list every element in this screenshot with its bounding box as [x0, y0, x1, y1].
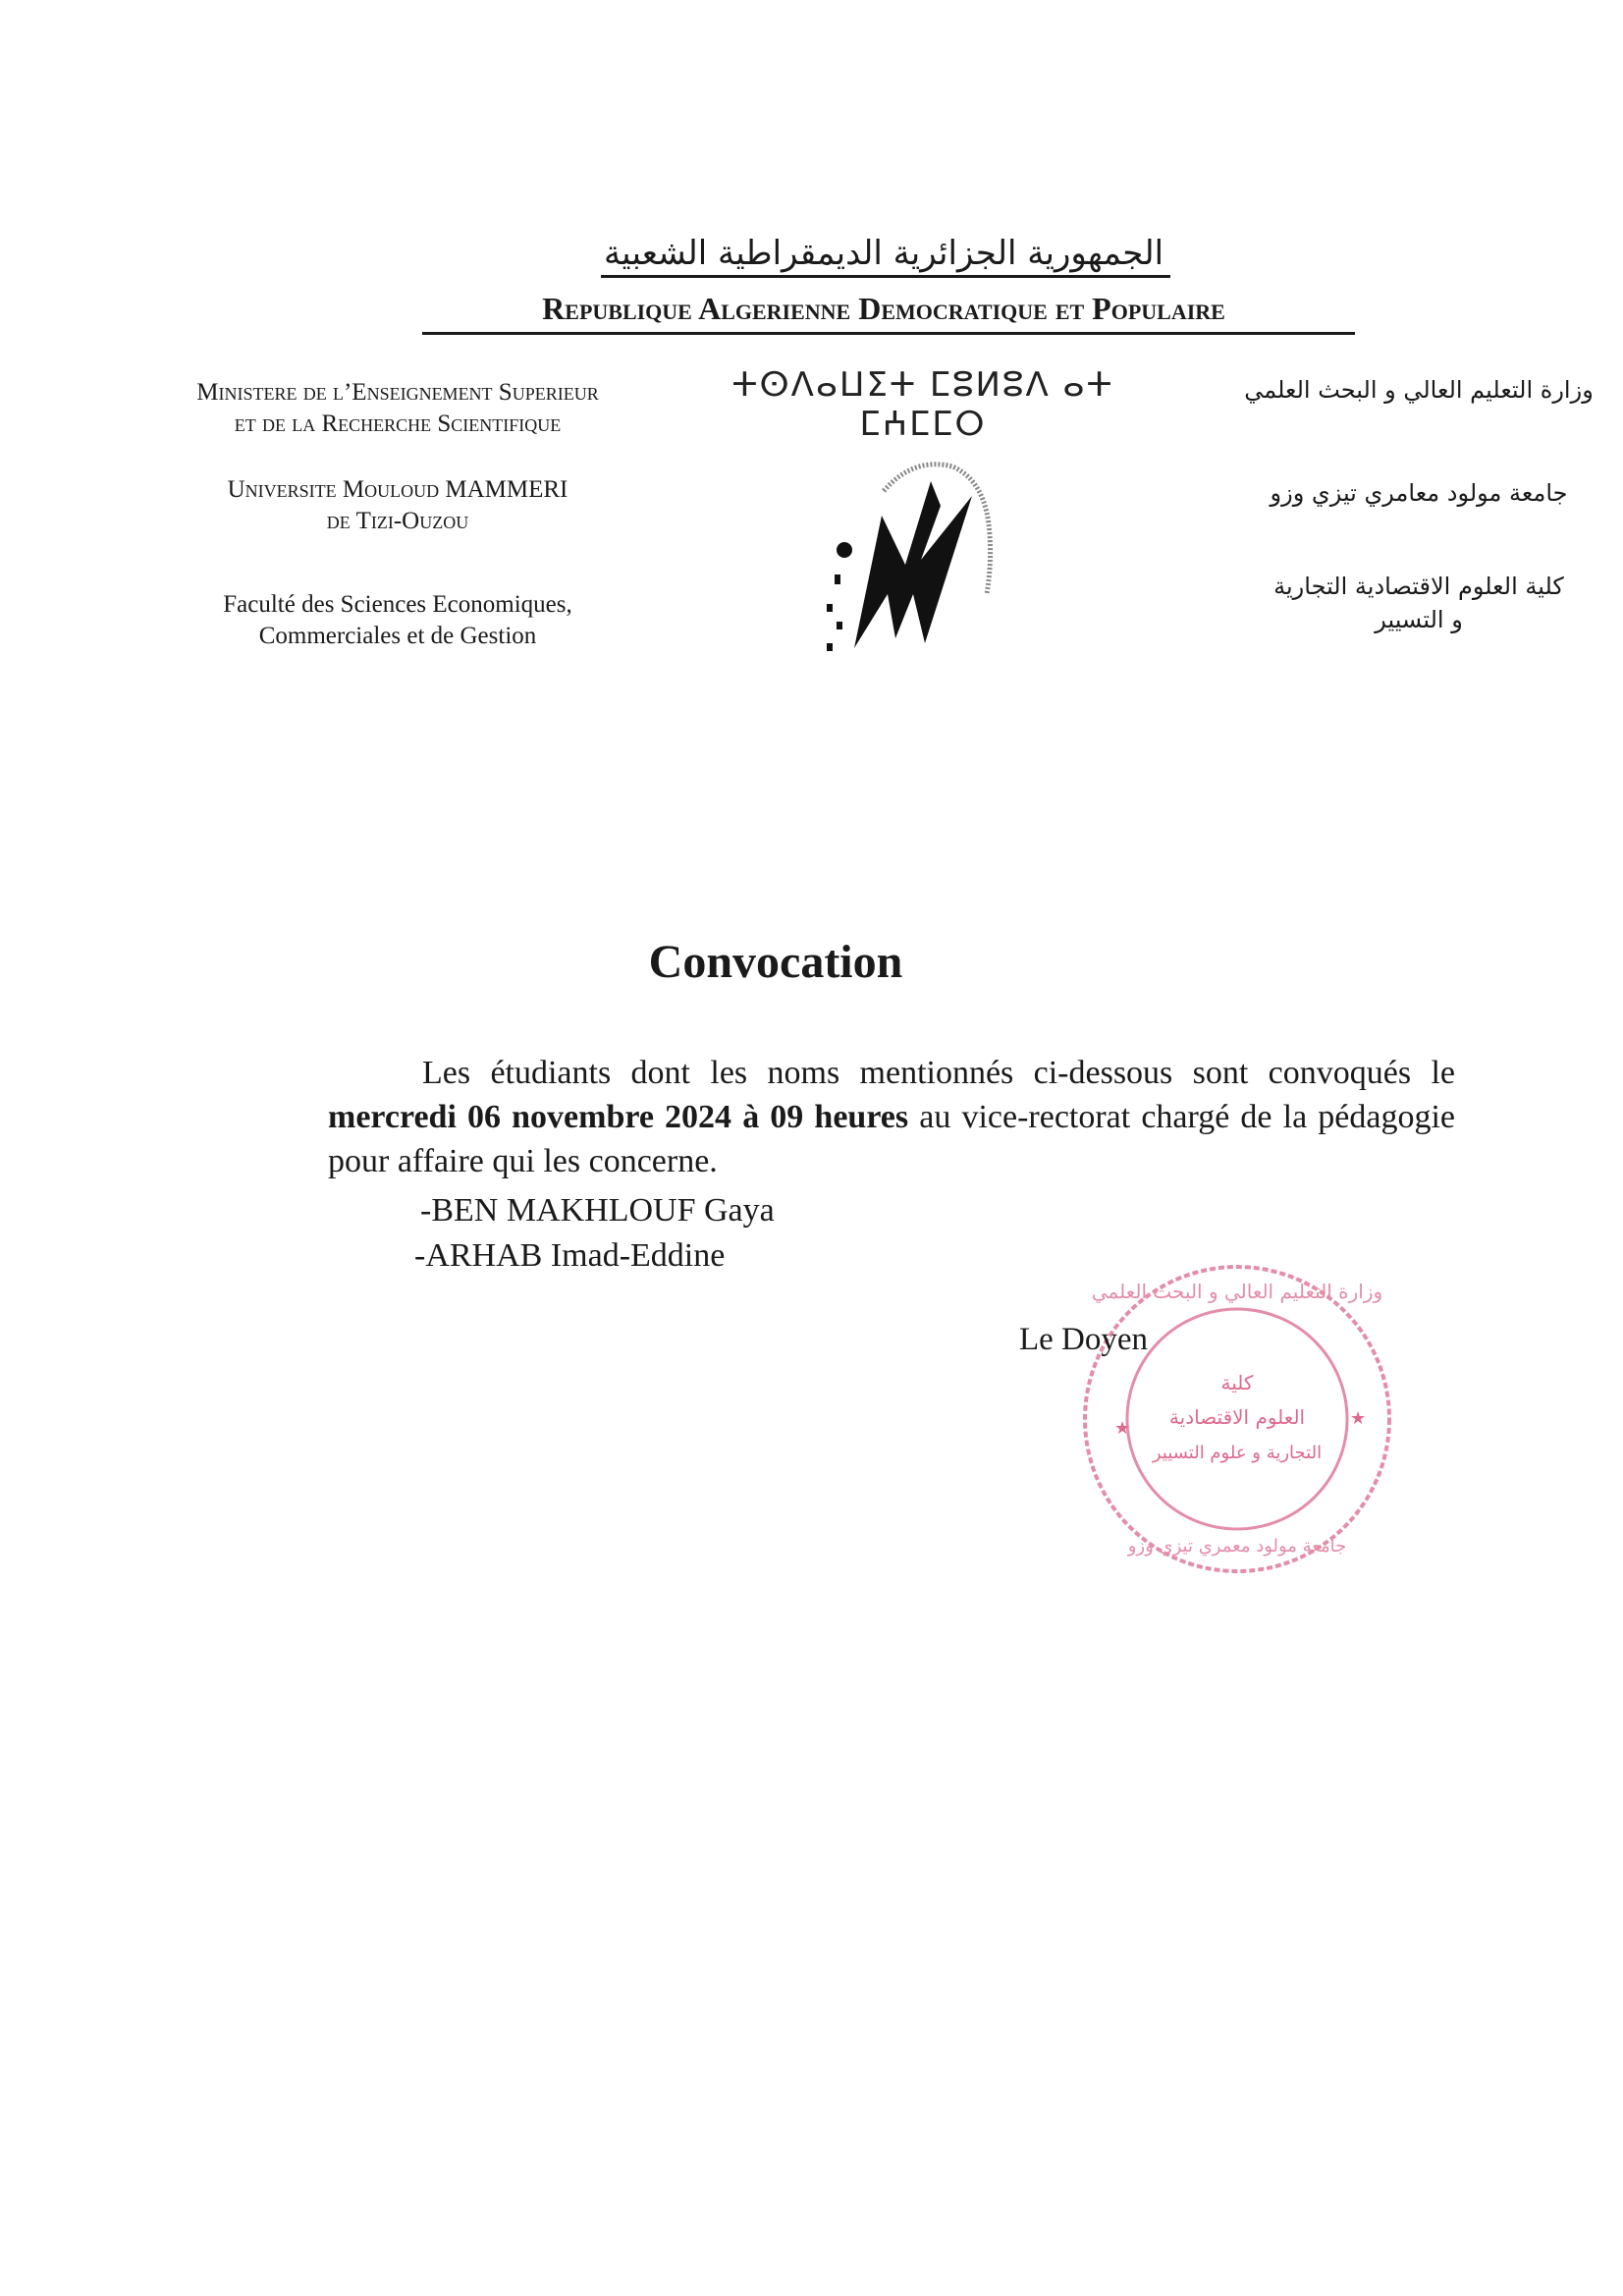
ministry-name-fr	[108, 377, 687, 440]
tifinagh-university-name: ⵜⵙⴷⴰⵡⵉⵜ ⵎⵓⵍⵓⴷ ⴰⵜ ⵎⵄⵎⵎⵔ	[731, 365, 1114, 444]
arabic-republic-title: الجمهورية الجزائرية الديمقراطية الشعبية	[603, 234, 1164, 273]
student-name: -ARHAB Imad-Eddine	[414, 1237, 726, 1274]
signer-title: Le Doyen	[1019, 1322, 1149, 1357]
stamp-inner-line-1: كلية	[1220, 1371, 1254, 1394]
university-name-ar: جامعة مولود معامري تيزي وزو	[1270, 479, 1568, 507]
french-title-underline	[422, 332, 1355, 335]
stamp-star-icon: ★	[1114, 1418, 1131, 1438]
convocation-paragraph	[328, 1051, 1455, 1183]
stamp-inner-line-3: التجارية و علوم التسيير	[1152, 1443, 1323, 1463]
arabic-title-underline	[601, 275, 1170, 278]
french-republic-title: Republique Algerienne Democratique et Populaire	[542, 291, 1225, 326]
faculty-line-2: Commerciales et de Gestion	[258, 623, 537, 649]
stamp-bottom-text: جامعة مولود معمري تيزي وزو	[1127, 1536, 1347, 1557]
paragraph-spacer	[731, 1099, 742, 1135]
ministry-line-2: et de la Recherche Scientifique	[234, 410, 562, 437]
university-name-fr	[108, 474, 687, 537]
university-line-2: de Tizi-Ouzou	[326, 508, 469, 534]
paragraph-text-3: au vice-rectorat chargé de la pédagogie pour affaire qui les concerne.	[328, 1099, 1456, 1179]
convocation-time: à 09 heures	[742, 1099, 909, 1135]
faculty-line-1: Faculté des Sciences Economiques,	[223, 591, 572, 618]
stamp-star-icon: ★	[1350, 1408, 1367, 1428]
student-name: -BEN MAKHLOUF Gaya	[420, 1192, 775, 1229]
faculty-ar-line-1: كلية العلوم الاقتصادية التجارية	[1273, 573, 1564, 600]
faculty-name-ar	[1217, 570, 1620, 636]
stamp-inner-line-2: العلوم الاقتصادية	[1168, 1405, 1306, 1429]
university-logo-icon	[815, 447, 1001, 658]
paragraph-text-1: Les étudiants dont les noms mentionnés ci-dessous sont convoqués le	[422, 1055, 1455, 1091]
faculty-name-fr	[108, 589, 687, 652]
stamp-outer-text: وزارة التعليم العالي و البحث العلمي	[1091, 1280, 1383, 1303]
official-stamp-icon	[1075, 1257, 1399, 1581]
faculty-ar-line-2: و التسيير	[1375, 606, 1463, 633]
document-title: Convocation	[648, 936, 903, 988]
convocation-date: mercredi 06 novembre 2024	[328, 1099, 732, 1135]
ministry-line-1: Ministere de l’Enseignement Superieur	[196, 379, 599, 406]
ministry-name-ar: وزارة التعليم العالي و البحث العلمي	[1244, 376, 1594, 404]
university-line-1: Universite Mouloud MAMMERI	[227, 476, 568, 503]
